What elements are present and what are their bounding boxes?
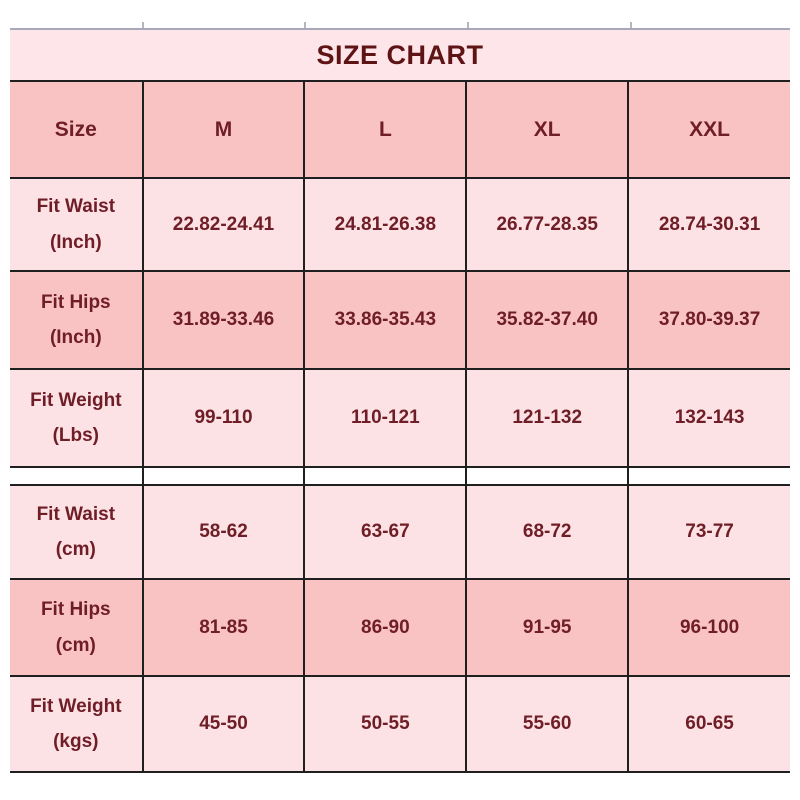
row-label: [10, 676, 143, 772]
row-label-unit: (cm): [55, 634, 96, 656]
spacer-cell: [10, 467, 143, 485]
size-value-cell: 22.82-24.41: [143, 178, 305, 271]
size-value-cell: 31.89-33.46: [143, 271, 305, 369]
col-header-l: L: [304, 81, 466, 178]
spacer-cell: [143, 467, 305, 485]
row-label-text: Fit Weight: [30, 695, 122, 717]
row-label-text: Fit Hips: [40, 599, 111, 621]
size-value-cell: 33.86-35.43: [304, 271, 466, 369]
col-header-m: M: [143, 81, 305, 178]
size-value-cell: 73-77: [628, 485, 790, 579]
row-label-unit: (Lbs): [52, 425, 100, 446]
row-label-text: Fit Weight: [30, 389, 122, 411]
row-label: [10, 271, 143, 369]
size-value-cell: 28.74-30.31: [628, 178, 790, 271]
section-spacer: [10, 467, 790, 485]
row-label: [10, 369, 143, 467]
col-header-size: Size: [10, 81, 143, 178]
row-label-unit: (cm): [55, 539, 96, 560]
row-label-text: Fit Waist: [36, 196, 116, 218]
size-value-cell: 35.82-37.40: [466, 271, 628, 369]
spacer-cell: [304, 467, 466, 485]
size-value-cell: 26.77-28.35: [466, 178, 628, 271]
size-value-cell: 63-67: [304, 485, 466, 579]
size-value-cell: 60-65: [628, 676, 790, 772]
size-value-cell: 55-60: [466, 676, 628, 772]
row-fit-weight-lbs: [10, 369, 790, 467]
size-value-cell: 45-50: [143, 676, 305, 772]
size-value-cell: 86-90: [304, 579, 466, 676]
size-value-cell: 99-110: [143, 369, 305, 467]
size-value-cell: 50-55: [304, 676, 466, 772]
row-label: [10, 178, 143, 271]
header-row: [10, 81, 790, 178]
spacer-cell: [466, 467, 628, 485]
size-value-cell: 37.80-39.37: [628, 271, 790, 369]
row-fit-waist-inch: [10, 178, 790, 271]
row-label-text: Fit Hips: [40, 291, 111, 313]
size-value-cell: 96-100: [628, 579, 790, 676]
col-header-xxl: XXL: [628, 81, 790, 178]
size-value-cell: 68-72: [466, 485, 628, 579]
size-value-cell: 110-121: [304, 369, 466, 467]
row-label: [10, 579, 143, 676]
row-label: [10, 485, 143, 579]
row-fit-weight-kgs: [10, 676, 790, 772]
row-label-text: Fit Waist: [36, 503, 116, 525]
col-header-xl: XL: [466, 81, 628, 178]
size-chart-table: [10, 28, 790, 773]
row-label-unit: (Inch): [49, 231, 102, 253]
row-fit-hips-inch: [10, 271, 790, 369]
row-fit-waist-cm: [10, 485, 790, 579]
spacer-cell: [628, 467, 790, 485]
size-value-cell: 121-132: [466, 369, 628, 467]
size-value-cell: 132-143: [628, 369, 790, 467]
row-label-unit: (kgs): [53, 731, 99, 752]
size-value-cell: 91-95: [466, 579, 628, 676]
row-label-unit: (Inch): [49, 327, 102, 348]
size-value-cell: 81-85: [143, 579, 305, 676]
page-title: SIZE CHART: [10, 29, 790, 81]
size-value-cell: 24.81-26.38: [304, 178, 466, 271]
row-fit-hips-cm: [10, 579, 790, 676]
title-row: [10, 29, 790, 81]
size-value-cell: 58-62: [143, 485, 305, 579]
